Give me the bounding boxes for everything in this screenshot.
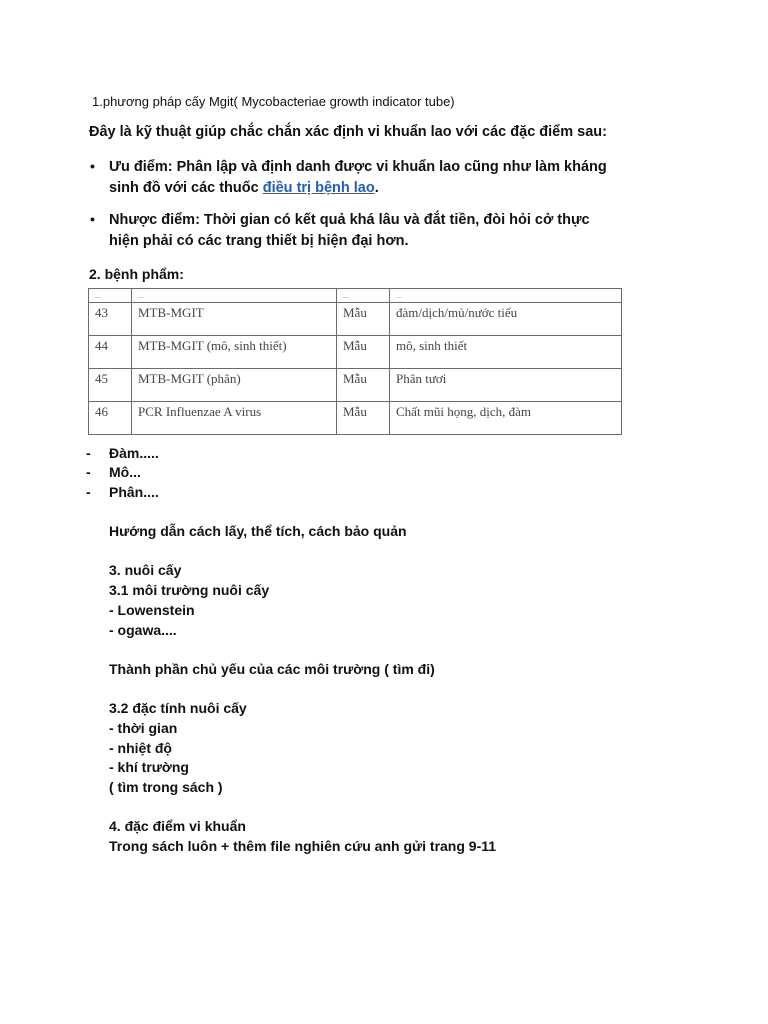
disadvantage-line2: hiện phải có các trang thiết bị hiện đại hơn. [109, 233, 409, 249]
section32-heading: 3.2 đặc tính nuôi cấy [109, 700, 247, 716]
section31-heading: 3.1 môi trường nuôi cấy [109, 582, 270, 598]
section2-heading: 2. bệnh phẩm: [89, 266, 184, 282]
media-item: - Lowenstein [109, 602, 195, 618]
dash-marker: - [86, 464, 91, 480]
disadvantage-bullet [109, 210, 590, 252]
section3-heading: 3. nuôi cấy [109, 562, 182, 578]
properties-note: ( tìm trong sách ) [109, 779, 223, 795]
specimen-table-image [88, 291, 622, 428]
specimen-item: Đàm..... [109, 445, 159, 461]
bullet-dot: • [90, 158, 95, 174]
advantage-line1: Ưu điểm: Phân lập và định danh được vi khuẩn lao cũng như làm kháng [109, 159, 607, 175]
specimen-table [88, 288, 622, 435]
property-item: - nhiệt độ [109, 740, 172, 756]
advantage-line2 [109, 178, 607, 199]
table-row: 46 PCR Influenzae A virus Mẫu Chất mũi họng, dịch, đàm [89, 402, 622, 435]
advantage-bullet [109, 157, 607, 199]
disadvantage-line1: Nhược điểm: Thời gian có kết quả khá lâu và đắt tiền, đòi hỏi cở thực [109, 212, 590, 228]
table-row: ... ... ... ... [89, 289, 622, 303]
dash-marker: - [86, 484, 91, 500]
section4-heading: 4. đặc điểm vi khuẩn [109, 818, 246, 834]
tb-treatment-link[interactable]: điều trị bệnh lao [262, 180, 375, 196]
intro-text: Đây là kỹ thuật giúp chắc chắn xác định vi khuẩn lao với các đặc điểm sau: [89, 124, 607, 140]
method-heading: 1.phương pháp cấy Mgit( Mycobacteriae growth indicator tube) [92, 94, 455, 109]
table-row: 44 MTB-MGIT (mô, sinh thiết) Mẫu mô, sinh thiết [89, 336, 622, 369]
media-note: Thành phần chủ yếu của các môi trường ( tìm đi) [109, 661, 435, 677]
media-item: - ogawa.... [109, 622, 177, 638]
table-row: 43 MTB-MGIT Mẫu đàm/dịch/mủ/nước tiểu [89, 303, 622, 336]
section4-note: Trong sách luôn + thêm file nghiên cứu anh gửi trang 9-11 [109, 838, 497, 854]
property-item: - khí trường [109, 759, 189, 775]
advantage-line2-text: sinh đồ với các thuốc [109, 180, 263, 196]
table-row: 45 MTB-MGIT (phân) Mẫu Phân tươi [89, 369, 622, 402]
bullet-dot: • [90, 211, 95, 227]
dash-marker: - [86, 445, 91, 461]
specimen-item: Mô... [109, 464, 141, 480]
property-item: - thời gian [109, 720, 178, 736]
collection-guide: Hướng dẫn cách lấy, thể tích, cách bảo quản [109, 523, 407, 539]
advantage-period: . [374, 180, 379, 196]
specimen-item: Phân.... [109, 484, 159, 500]
